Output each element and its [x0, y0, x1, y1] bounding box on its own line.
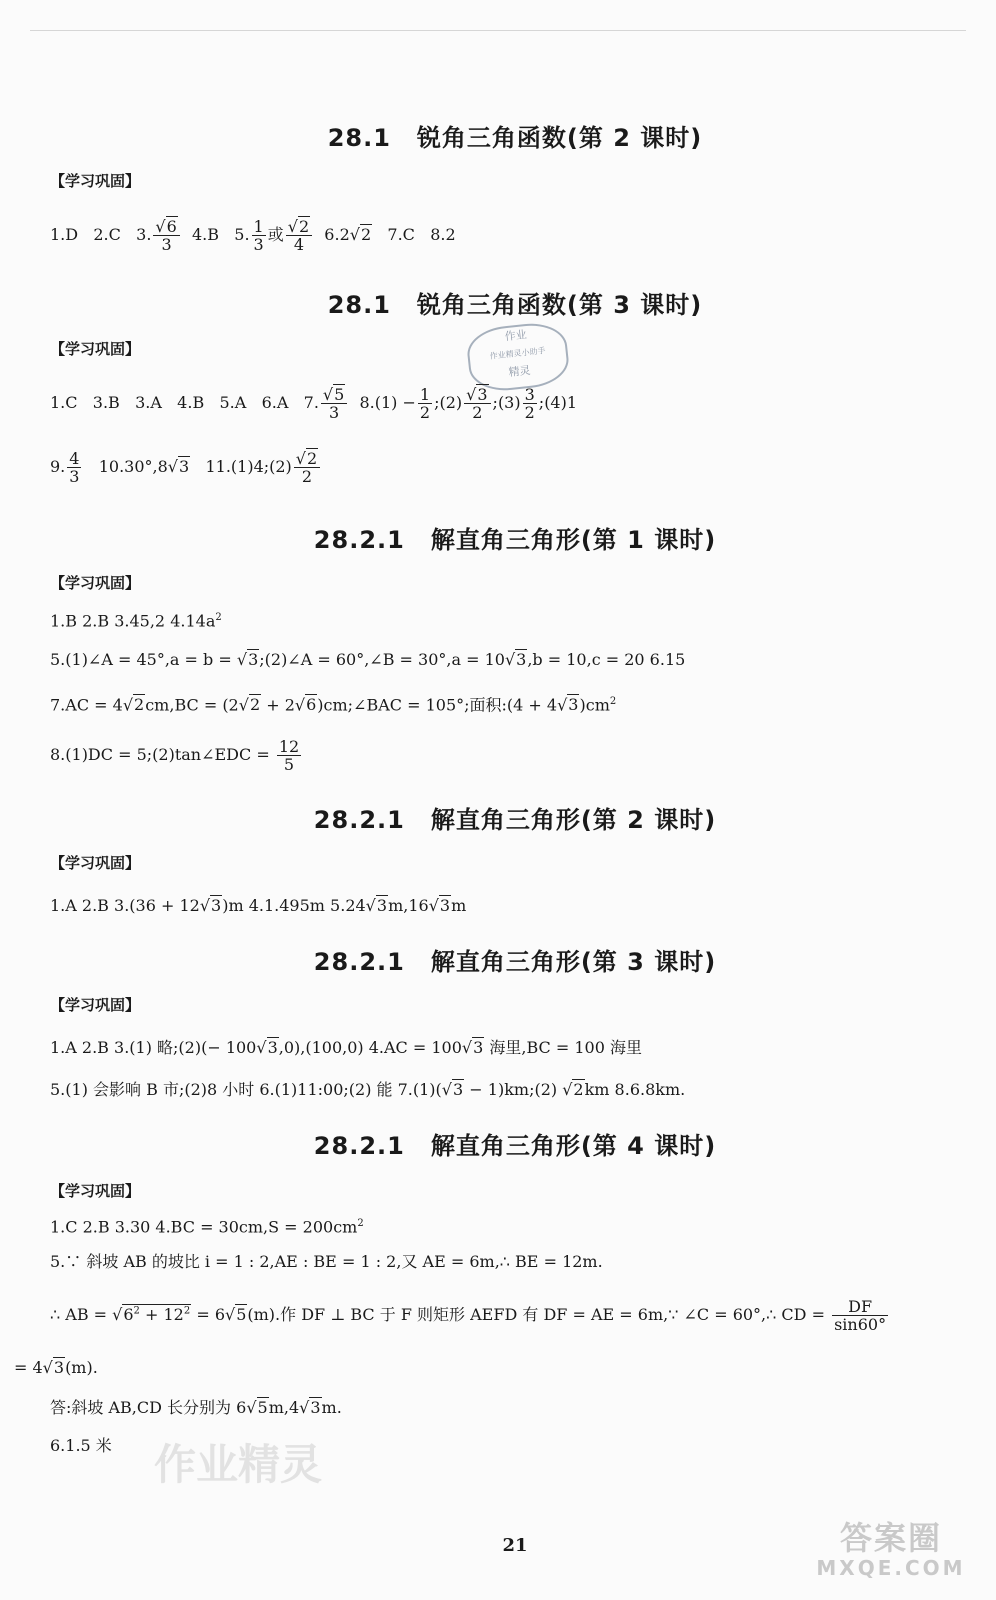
answer-line: 1.B 2.B 3.45,2 $4.14a^2$: [50, 611, 222, 631]
stamp-seal: 作业 作业精灵小助手 精灵: [465, 320, 571, 394]
section-tag: 【学习巩固】: [50, 340, 141, 358]
section-tag: 【学习巩固】: [50, 574, 141, 592]
section-tag: 【学习巩固】: [50, 996, 141, 1014]
watermark: 作业精灵: [154, 1440, 323, 1489]
section-heading: 28.1 锐角三角函数(第 2 课时): [327, 124, 703, 152]
answer-line: 8.(1)DC = 5;(2)tan∠EDC = $\frac{12}{5}$: [50, 737, 300, 774]
answer-line: 答:斜坡 AB,CD 长分别为 6√5m,4√3m.: [50, 1398, 342, 1417]
answer-line: 7.AC = 4√2cm,BC = (2√2 + 2√6)cm;∠BAC = 105°;面积:(4 + $4√3)cm^2$: [50, 695, 617, 715]
answer-line: 9. $\frac{4}{3}$ 10.30°,8√3 11.(1)4;(2) $\frac{√2}{2}$: [50, 450, 322, 485]
answer-line: 5.(1)∠A = 45°,a = b = √3;(2)∠A = 60°,∠B = 30°,a = 10√3,b = 10,c = 20 6.15: [50, 650, 686, 669]
answer-line: 1.C 2.B 3.30 $4.BC = 30cm,S = 200cm^2$: [50, 1217, 364, 1237]
answer-line: = 4√3(m).: [14, 1358, 98, 1377]
section-heading: 28.2.1 解直角三角形(第 1 课时): [313, 526, 717, 554]
answer-line: 1.D 2.C 3. $\frac{√6}{3}$ 4.B 5. $\frac{1}{3}$ 或 $\frac{√2}{4}$ 6.2√2 7.C 8.2: [50, 217, 456, 254]
section-tag: 【学习巩固】: [50, 172, 141, 190]
answer-line: 1.A 2.B 3.(36 + 12√3)m 4.1.495m 5.24√3m,16√3m: [50, 896, 467, 915]
page-number: 21: [502, 1535, 528, 1556]
answer-line: 6.1.5 米: [50, 1436, 112, 1455]
answer-line: 1.A 2.B 3.(1) 略;(2)(− 100√3,0),(100,0) 4.AC = 100√3 海里,BC = 100 海里: [50, 1038, 642, 1057]
answer-line: 1.C 3.B 3.A 4.B 5.A 6.A 7. $\frac{√5}{3}$ 8.(1) − $\frac{1}{2}$ ;(2) $\frac{√3}{2}$ ;(3) $\frac{3}{2}$ ;(4)1: [50, 385, 578, 422]
answer-line: ∴ AB = $√6^2 + 12^2 = 6√5(m)$.作 DF ⊥ BC 于 F 则矩形 AEFD 有 DF = AE = 6m,∵ ∠C = 60°,∴ CD = $\frac{DF}{\sin 60^\circ}$: [50, 1297, 887, 1334]
top-rule: [30, 30, 966, 31]
section-heading: 28.2.1 解直角三角形(第 2 课时): [313, 806, 717, 834]
site-logo: 答案圈 MXQE.COM: [816, 1519, 966, 1580]
answer-line: 5.(1) 会影响 B 市;(2)8 小时 6.(1)11:00;(2) 能 7.(1)(√3 − 1)km;(2) √2km 8.6.8km.: [50, 1080, 686, 1099]
section-heading: 28.2.1 解直角三角形(第 4 课时): [313, 1132, 717, 1160]
section-heading: 28.2.1 解直角三角形(第 3 课时): [313, 948, 717, 976]
section-tag: 【学习巩固】: [50, 1182, 141, 1200]
section-tag: 【学习巩固】: [50, 854, 141, 872]
answer-line: 5.∵ 斜坡 AB 的坡比 i = 1 : 2,AE : BE = 1 : 2,又 AE = 6m,∴ BE = 12m.: [50, 1252, 603, 1271]
section-heading: 28.1 锐角三角函数(第 3 课时): [327, 291, 703, 319]
